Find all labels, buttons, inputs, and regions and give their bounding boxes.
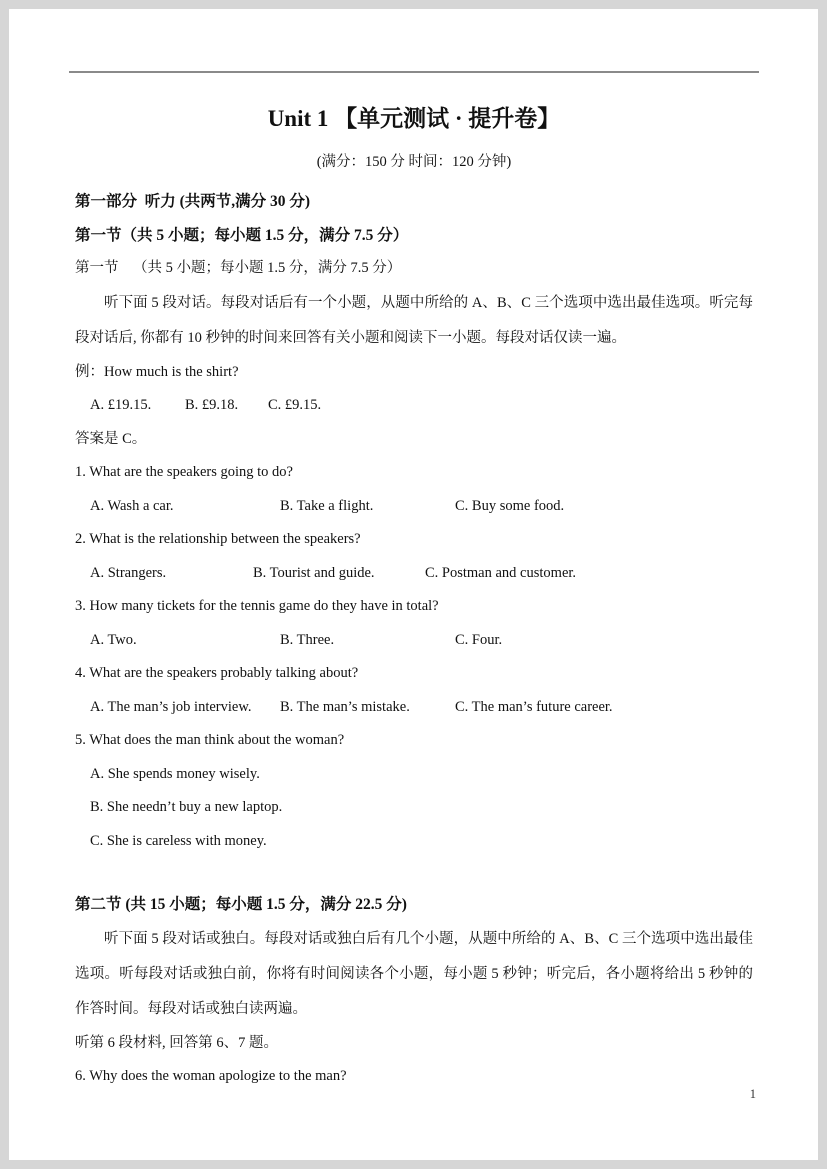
question-3-option-c: C. Four. <box>455 631 503 648</box>
example-option-a: A. £19.15. <box>90 397 152 413</box>
question-2-options <box>75 557 753 591</box>
example-answer: 答案是 C。 <box>75 430 147 447</box>
question-2-option-b: B. Tourist and guide. <box>253 564 375 581</box>
question-1-stem: 1. What are the speakers going to do? <box>75 464 293 480</box>
document-content <box>9 73 818 1094</box>
question-3-options <box>75 624 753 658</box>
question-1-option-a: A. Wash a car. <box>90 497 174 514</box>
section2-heading-bold: 第二节 (共 15 小题；每小题 1.5 分，满分 22.5 分) <box>75 896 407 913</box>
page-number: 1 <box>749 1087 756 1101</box>
question-3-stem: 3. How many tickets for the tennis game do they have in total? <box>75 598 439 614</box>
example-option-c: C. £9.15. <box>268 397 322 413</box>
example-option-b: B. £9.18. <box>185 397 239 413</box>
question-2-stem: 2. What is the relationship between the speakers? <box>75 531 361 547</box>
example-options <box>75 389 753 423</box>
section1-heading-bold: 第一节（共 5 小题；每小题 1.5 分，满分 7.5 分） <box>75 226 409 244</box>
question-2-option-a: A. Strangers. <box>90 564 167 581</box>
question-4-option-c: C. The man’s future career. <box>455 698 613 715</box>
question-6-stem: 6. Why does the woman apologize to the man? <box>75 1068 347 1084</box>
material-6-note: 听第 6 段材料, 回答第 6、7 题。 <box>75 1034 278 1051</box>
page-title: Unit 1 【单元测试 · 提升卷】 <box>267 106 561 131</box>
question-5-stem: 5. What does the man think about the woman? <box>75 732 345 748</box>
question-5-option-a: A. She spends money wisely. <box>90 765 260 782</box>
question-1-options <box>75 490 753 524</box>
question-4-options <box>75 691 753 725</box>
listening-instructions-1: 听下面 5 段对话。每段对话后有一个小题，从题中所给的 A、B、C 三个选项中选出最佳选项。听完每段对话后, 你都有 10 秒钟的时间来回答有关小题和阅读下一小题。每段对话仅读一遍。 <box>75 294 753 346</box>
document-page <box>9 9 818 1160</box>
question-3-option-b: B. Three. <box>280 631 335 648</box>
question-5-option-b: B. She needn’t buy a new laptop. <box>90 799 283 815</box>
part1-heading: 第一部分 听力 (共两节,满分 30 分) <box>75 193 311 210</box>
question-4-option-b: B. The man’s mistake. <box>280 698 410 715</box>
question-1-option-c: C. Buy some food. <box>455 497 565 514</box>
question-4-option-a: A. The man’s job interview. <box>90 698 252 715</box>
example-question-stem: 例：How much is the shirt? <box>75 363 239 380</box>
question-3-option-a: A. Two. <box>90 631 137 648</box>
question-4-stem: 4. What are the speakers probably talking about? <box>75 665 359 681</box>
question-1-option-b: B. Take a flight. <box>280 497 374 514</box>
section1-heading-plain: 第一节 （共 5 小题；每小题 1.5 分，满分 7.5 分） <box>75 260 402 276</box>
exam-meta: (满分：150 分 时间：120 分钟) <box>316 154 512 170</box>
question-5-option-c: C. She is careless with money. <box>90 832 267 849</box>
listening-instructions-2: 听下面 5 段对话或独白。每段对话或独白后有几个小题，从题中所给的 A、B、C 三个选项中选出最佳选项。听每段对话或独白前，你将有时间阅读各个小题，每小题 5 秒钟；听完后，各小题将给出 5 秒钟的作答时间。每段对话或独白读两遍。 <box>75 930 753 1017</box>
question-2-option-c: C. Postman and customer. <box>425 564 577 581</box>
